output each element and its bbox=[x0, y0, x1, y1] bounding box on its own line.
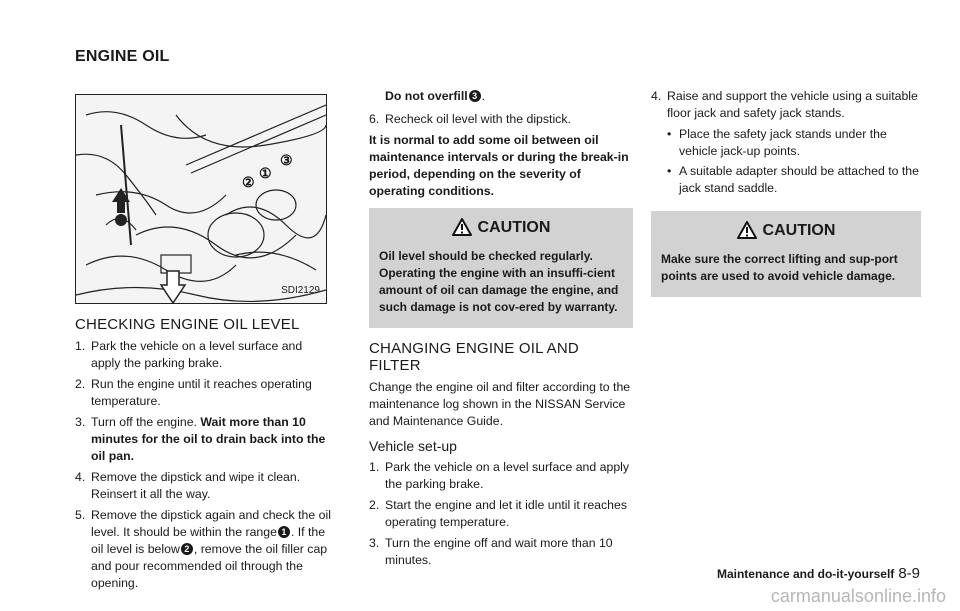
caution-title: CAUTION bbox=[477, 218, 551, 236]
setup-bullets bbox=[667, 126, 921, 197]
callout-1: ① bbox=[259, 165, 272, 181]
checking-step: 5. Remove the dipstick again and check the oil level. It should be within the range 1 . If the oil level is below 2 , remove the oil filler cap and pour recommended oil through the opening. bbox=[75, 508, 331, 590]
callout-2: ② bbox=[242, 174, 255, 190]
warning-triangle-icon bbox=[737, 221, 757, 239]
engine-illustration bbox=[75, 94, 327, 304]
chapter-title: Maintenance and do-it-yourself bbox=[716, 567, 895, 581]
figure-code: SDI2129 bbox=[281, 285, 320, 296]
page-number: 8-9 bbox=[898, 565, 920, 582]
watermark: carmanualsonline.info bbox=[770, 586, 946, 606]
page-footer bbox=[717, 565, 920, 582]
setup-step: 3. Turn the engine off and wait more than 10 minutes. bbox=[369, 536, 613, 567]
circled-2-icon: 2 bbox=[181, 543, 193, 555]
caution-box-1 bbox=[369, 208, 633, 328]
caution-box-2 bbox=[651, 211, 921, 297]
column-2 bbox=[369, 88, 633, 573]
checking-step: 2. Run the engine until it reaches operating temperature. bbox=[75, 377, 312, 408]
engine-drawing bbox=[76, 95, 327, 304]
step-5-continued: Do not overfill 3 . bbox=[385, 89, 486, 103]
bullet-item: • A suitable adapter should be attached to the jack stand saddle. bbox=[667, 163, 921, 197]
checking-step: 4. Remove the dipstick and wipe it clean. Reinsert it all the way. bbox=[75, 470, 301, 501]
section-title: ENGINE OIL bbox=[75, 48, 170, 65]
checking-step: 3. Turn off the engine. Wait more than 10 minutes for the oil to drain back into the oil pan. bbox=[75, 415, 326, 463]
caution-header bbox=[661, 221, 911, 239]
caution-header bbox=[379, 218, 623, 236]
checking-steps-cont bbox=[369, 111, 633, 128]
changing-intro: Change the engine oil and filter according to the maintenance log shown in the NISSAN Service and Maintenance Guide. bbox=[369, 380, 631, 428]
checking-heading: CHECKING ENGINE OIL LEVEL bbox=[75, 316, 300, 333]
circled-3-icon: 3 bbox=[469, 90, 481, 102]
bullet-item: • Place the safety jack stands under the vehicle jack-up points. bbox=[667, 126, 921, 160]
callout-3: ③ bbox=[280, 152, 293, 168]
caution-title: CAUTION bbox=[762, 221, 836, 239]
setup-steps-cont bbox=[651, 88, 921, 122]
oil-note: It is normal to add some oil between oil maintenance intervals or during the break-in period, depending on the severity of operating conditions. bbox=[369, 133, 629, 198]
setup-steps bbox=[369, 459, 633, 569]
column-1 bbox=[75, 94, 333, 596]
caution-text: Oil level should be checked regularly. Operating the engine with an insuffi-cient amount of oil can damage the engine, and such damage is not cov-ered by warranty. bbox=[379, 249, 619, 314]
changing-heading: CHANGING ENGINE OIL AND FILTER bbox=[369, 340, 579, 374]
setup-step: 4. Raise and support the vehicle using a suitable floor jack and safety jack stands. bbox=[651, 89, 918, 120]
checking-step: 6. Recheck oil level with the dipstick. bbox=[369, 112, 571, 126]
warning-triangle-icon bbox=[452, 218, 472, 236]
vehicle-setup-heading: Vehicle set-up bbox=[369, 438, 457, 454]
circled-1-icon: 1 bbox=[278, 526, 290, 538]
caution-text: Make sure the correct lifting and sup-port points are used to avoid vehicle damage. bbox=[661, 252, 898, 283]
column-3 bbox=[651, 88, 921, 305]
setup-step: 2. Start the engine and let it idle until it reaches operating temperature. bbox=[369, 498, 627, 529]
checking-step: 1. Park the vehicle on a level surface and apply the parking brake. bbox=[75, 339, 303, 370]
setup-step: 1. Park the vehicle on a level surface and apply the parking brake. bbox=[369, 460, 630, 491]
checking-steps bbox=[75, 338, 333, 592]
